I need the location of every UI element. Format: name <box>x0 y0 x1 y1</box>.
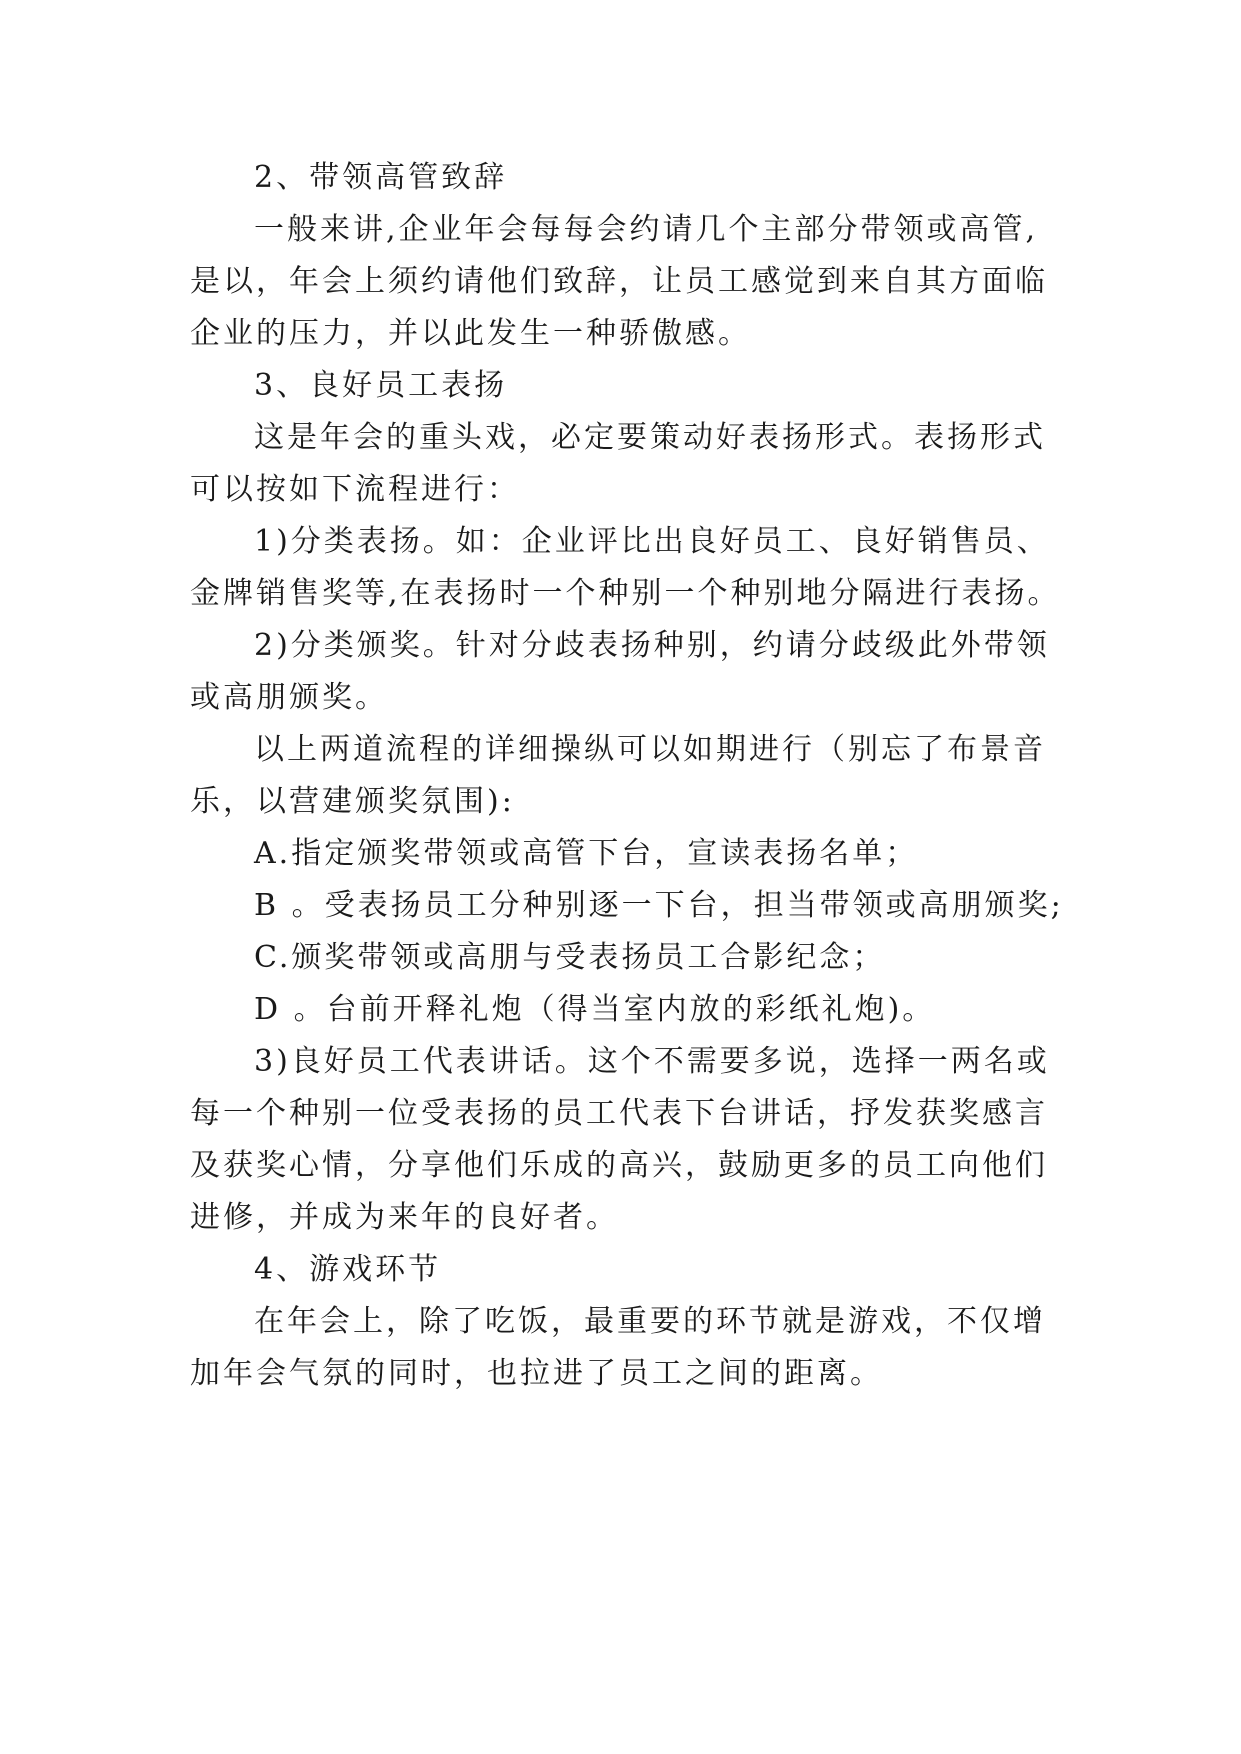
paragraph-line: 及获奖心情，分享他们乐成的高兴，鼓励更多的员工向他们 <box>190 1148 1048 1183</box>
list-item-line: B 。受表扬员工分种别逐一下台，担当带领或高朋颁奖; <box>254 888 1064 923</box>
list-item-line: 或高朋颁奖。 <box>190 680 388 715</box>
paragraph-line: 进修，并成为来年的良好者。 <box>190 1200 619 1235</box>
list-item-line: 3)良好员工代表讲话。这个不需要多说，选择一两名或 <box>254 1044 1050 1079</box>
paragraph-line: 是以，年会上须约请他们致辞，让员工感觉到来自其方面临 <box>190 264 1048 299</box>
paragraph-line: 可以按如下流程进行： <box>190 472 520 507</box>
list-item-line: 1)分类表扬。如：企业评比出良好员工、良好销售员、 <box>254 524 1050 559</box>
list-item-line: D 。台前开释礼炮（得当室内放的彩纸礼炮)。 <box>254 992 936 1027</box>
paragraph-line: 一般来讲,企业年会每每会约请几个主部分带领或高管, <box>254 212 1039 247</box>
list-item-line: A.指定颁奖带领或高管下台，宣读表扬名单； <box>254 836 919 871</box>
heading-leader-speech: 2、带领高管致辞 <box>254 160 508 195</box>
list-item-line: 2)分类颁奖。针对分歧表扬种别，约请分歧级此外带领 <box>254 628 1050 663</box>
paragraph-line: 乐，以营建颁奖氛围): <box>190 784 515 819</box>
paragraph-line: 企业的压力，并以此发生一种骄傲感。 <box>190 316 751 351</box>
list-item-line: C.颁奖带领或高朋与受表扬员工合影纪念； <box>254 940 886 975</box>
paragraph-line: 在年会上，除了吃饭，最重要的环节就是游戏，不仅增 <box>254 1304 1046 1339</box>
list-item-line: 金牌销售奖等,在表扬时一个种别一个种别地分隔进行表扬。 <box>190 576 1061 611</box>
heading-game-section: 4、游戏环节 <box>254 1252 442 1287</box>
paragraph-line: 这是年会的重头戏，必定要策动好表扬形式。表扬形式 <box>254 420 1046 455</box>
paragraph-line: 每一个种别一位受表扬的员工代表下台讲话，抒发获奖感言 <box>190 1096 1048 1131</box>
heading-employee-praise: 3、良好员工表扬 <box>254 368 508 403</box>
paragraph-line: 以上两道流程的详细操纵可以如期进行（别忘了布景音 <box>254 732 1046 767</box>
paragraph-line: 加年会气氛的同时，也拉进了员工之间的距离。 <box>190 1356 883 1391</box>
